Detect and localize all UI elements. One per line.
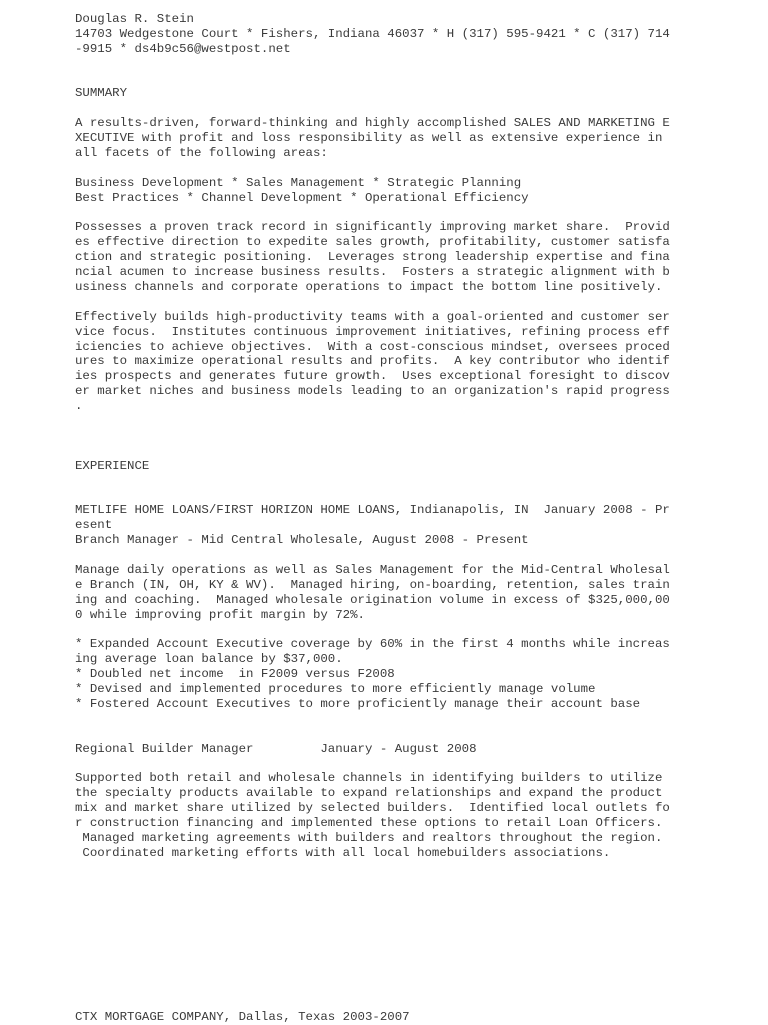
contact-line: 14703 Wedgestone Court * Fishers, Indiana 46037 * H (317) 595-9421 * C (317) 714 xyxy=(75,26,670,41)
summary-paragraph-line: ction and strategic positioning. Leverages strong leadership expertise and fina xyxy=(75,250,670,265)
job-title: Regional Builder Manager January - August 2008 xyxy=(75,741,477,756)
job-description-line: ing and coaching. Managed wholesale origination volume in excess of $325,000,00 xyxy=(75,592,670,607)
job-description-line: mix and market share utilized by selected builders. Identified local outlets fo xyxy=(75,801,670,816)
candidate-name: Douglas R. Stein xyxy=(75,12,194,26)
achievement-bullet-line: * Doubled net income in F2009 versus F2008 xyxy=(75,667,395,682)
summary-paragraph-line: ies prospects and generates future growth. Uses exceptional foresight to discov xyxy=(75,369,670,384)
job-company-line: esent xyxy=(75,518,113,533)
summary-paragraph-line: ures to maximize operational results and profits. A key contributor who identif xyxy=(75,354,670,369)
achievement-bullet-line: ing average loan balance by $37,000. xyxy=(75,652,343,667)
job-description-line: Supported both retail and wholesale channels in identifying builders to utilize xyxy=(75,771,663,786)
achievement-bullet-line: * Fostered Account Executives to more proficiently manage their account base xyxy=(75,696,641,711)
job-description-line: 0 while improving profit margin by 72%. xyxy=(75,607,365,622)
achievement-bullet-line: * Devised and implemented procedures to more efficiently manage volume xyxy=(75,682,596,697)
job-description-line: Manage daily operations as well as Sales Management for the Mid-Central Wholesal xyxy=(75,562,670,577)
job-description-line: Coordinated marketing efforts with all local homebuilders associations. xyxy=(75,845,611,860)
summary-paragraph-line: . xyxy=(75,399,83,414)
job-company-line: CTX MORTGAGE COMPANY, Dallas, Texas 2003-2007 xyxy=(75,1009,410,1024)
contact-line: -9915 * ds4b9c56@westpost.net xyxy=(75,41,291,56)
summary-heading: SUMMARY xyxy=(75,86,128,101)
summary-paragraph-line: vice focus. Institutes continuous improvement initiatives, refining process eff xyxy=(75,324,670,339)
summary-intro-line: all facets of the following areas: xyxy=(75,146,328,161)
summary-paragraph-line: Possesses a proven track record in significantly improving market share. Provid xyxy=(75,220,670,235)
resume-document xyxy=(75,12,755,1025)
job-company-line: METLIFE HOME LOANS/FIRST HORIZON HOME LOANS, Indianapolis, IN January 2008 - Pr xyxy=(75,503,670,518)
summary-paragraph-line: ncial acumen to increase business results. Fosters a strategic alignment with b xyxy=(75,265,670,280)
achievement-bullet-line: * Expanded Account Executive coverage by 60% in the first 4 months while increas xyxy=(75,637,670,652)
summary-intro-line: A results-driven, forward-thinking and highly accomplished SALES AND MARKETING E xyxy=(75,116,670,131)
summary-intro-line: XECUTIVE with profit and loss responsibility as well as extensive experience in xyxy=(75,131,663,146)
summary-areas-line: Best Practices * Channel Development * Operational Efficiency xyxy=(75,190,529,205)
job-title: Branch Manager - Mid Central Wholesale, August 2008 - Present xyxy=(75,533,529,548)
summary-paragraph-line: es effective direction to expedite sales growth, profitability, customer satisfa xyxy=(75,235,670,250)
job-description-line: e Branch (IN, OH, KY & WV). Managed hiring, on-boarding, retention, sales train xyxy=(75,577,670,592)
experience-heading: EXPERIENCE xyxy=(75,458,150,473)
job-description-line: Managed marketing agreements with builders and realtors throughout the region. xyxy=(75,830,663,845)
summary-areas-line: Business Development * Sales Management * Strategic Planning xyxy=(75,175,522,190)
summary-paragraph-line: usiness channels and corporate operations to impact the bottom line positively. xyxy=(75,280,663,295)
summary-paragraph-line: iciencies to achieve objectives. With a cost-conscious mindset, oversees proced xyxy=(75,339,670,354)
summary-paragraph-line: er market niches and business models leading to an organization's rapid progress xyxy=(75,384,670,399)
job-description-line: the specialty products available to expand relationships and expand the product xyxy=(75,786,663,801)
job-description-line: r construction financing and implemented these options to retail Loan Officers. xyxy=(75,816,663,831)
summary-paragraph-line: Effectively builds high-productivity teams with a goal-oriented and customer ser xyxy=(75,309,670,324)
